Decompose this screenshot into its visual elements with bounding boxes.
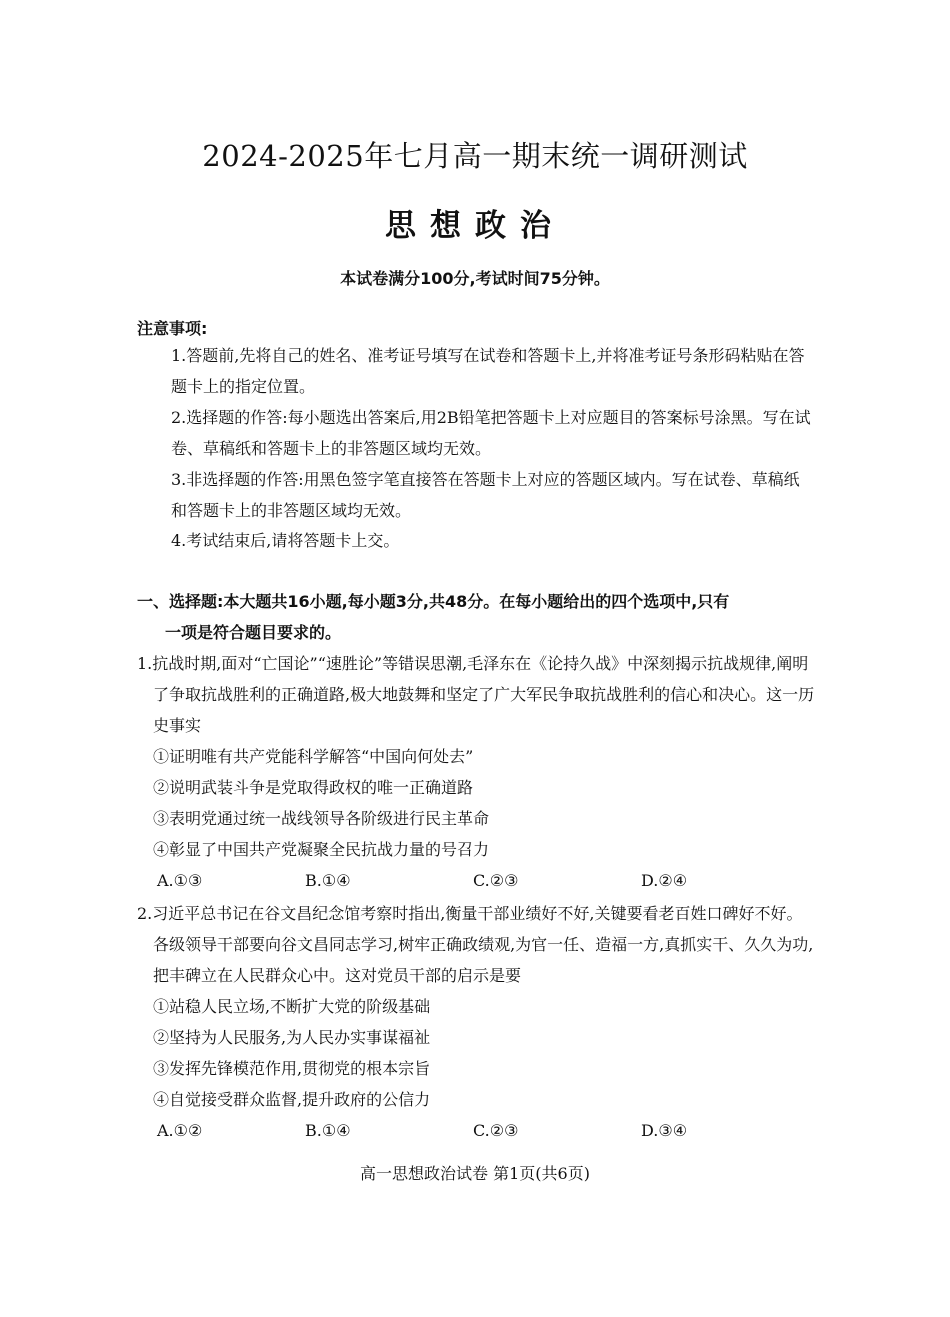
question-option: ④自觉接受群众监督,提升政府的公信力 bbox=[153, 1090, 431, 1109]
question-option: ①证明唯有共产党能科学解答“中国向何处去” bbox=[153, 747, 474, 766]
choice-a: A.①② bbox=[157, 1121, 203, 1140]
question-2 bbox=[137, 898, 815, 1146]
question-option: ③表明党通过统一战线领导各阶级进行民主革命 bbox=[153, 809, 490, 828]
choice-a: A.①③ bbox=[157, 871, 203, 890]
question-stem: 1.抗战时期,面对“亡国论”“速胜论”等错误思潮,毛泽东在《论持久战》中深刻揭示抗战规律,阐明了争取抗战胜利的正确道路,极大地鼓舞和坚定了广大军民争取抗战胜利的信心和决心。这一历史事实 bbox=[137, 654, 815, 735]
notice-heading: 注意事项: bbox=[137, 319, 208, 338]
choice-b: B.①④ bbox=[305, 1121, 351, 1140]
choice-b: B.①④ bbox=[305, 871, 351, 890]
score-info: 本试卷满分100分,考试时间75分钟。 bbox=[340, 269, 610, 288]
question-option: ③发挥先锋模范作用,贯彻党的根本宗旨 bbox=[153, 1059, 431, 1078]
answer-choices bbox=[137, 865, 815, 896]
section-heading: 一、选择题:本大题共16小题,每小题3分,共48分。在每小题给出的四个选项中,只有 一项是符合题目要求的。 bbox=[137, 592, 730, 642]
notice-item-1: 1.答题前,先将自己的姓名、准考证号填写在试卷和答题卡上,并将准考证号条形码粘贴在答题卡上的指定位置。 bbox=[171, 346, 805, 396]
notice-item-4: 4.考试结束后,请将答题卡上交。 bbox=[171, 531, 400, 550]
question-1 bbox=[137, 648, 815, 896]
question-stem: 2.习近平总书记在谷文昌纪念馆考察时指出,衡量干部业绩好不好,关键要看老百姓口碑好不好。各级领导干部要向谷文昌同志学习,树牢正确政绩观,为官一任、造福一方,真抓实干、久久为功,把丰碑立在人民群众心中。这对党员干部的启示是要 bbox=[137, 904, 814, 985]
page-footer: 高一思想政治试卷 第1页(共6页) bbox=[360, 1164, 590, 1183]
notice-item-2: 2.选择题的作答:每小题选出答案后,用2B铅笔把答题卡上对应题目的答案标号涂黑。写在试卷、草稿纸和答题卡上的非答题区域均无效。 bbox=[171, 408, 811, 458]
subject-title: 思想政治 bbox=[385, 208, 565, 244]
question-option: ④彰显了中国共产党凝聚全民抗战力量的号召力 bbox=[153, 840, 490, 859]
question-option: ②坚持为人民服务,为人民办实事谋福祉 bbox=[153, 1028, 431, 1047]
choice-d: D.③④ bbox=[641, 1121, 688, 1140]
choice-c: C.②③ bbox=[473, 1121, 519, 1140]
choice-d: D.②④ bbox=[641, 871, 688, 890]
exam-title: 2024-2025年七月高一期末统一调研测试 bbox=[202, 139, 748, 173]
notice-item-3: 3.非选择题的作答:用黑色签字笔直接答在答题卡上对应的答题区域内。写在试卷、草稿纸和答题卡上的非答题区域均无效。 bbox=[171, 470, 800, 520]
question-option: ①站稳人民立场,不断扩大党的阶级基础 bbox=[153, 997, 431, 1016]
choice-c: C.②③ bbox=[473, 871, 519, 890]
answer-choices bbox=[137, 1115, 815, 1146]
question-option: ②说明武装斗争是党取得政权的唯一正确道路 bbox=[153, 778, 474, 797]
